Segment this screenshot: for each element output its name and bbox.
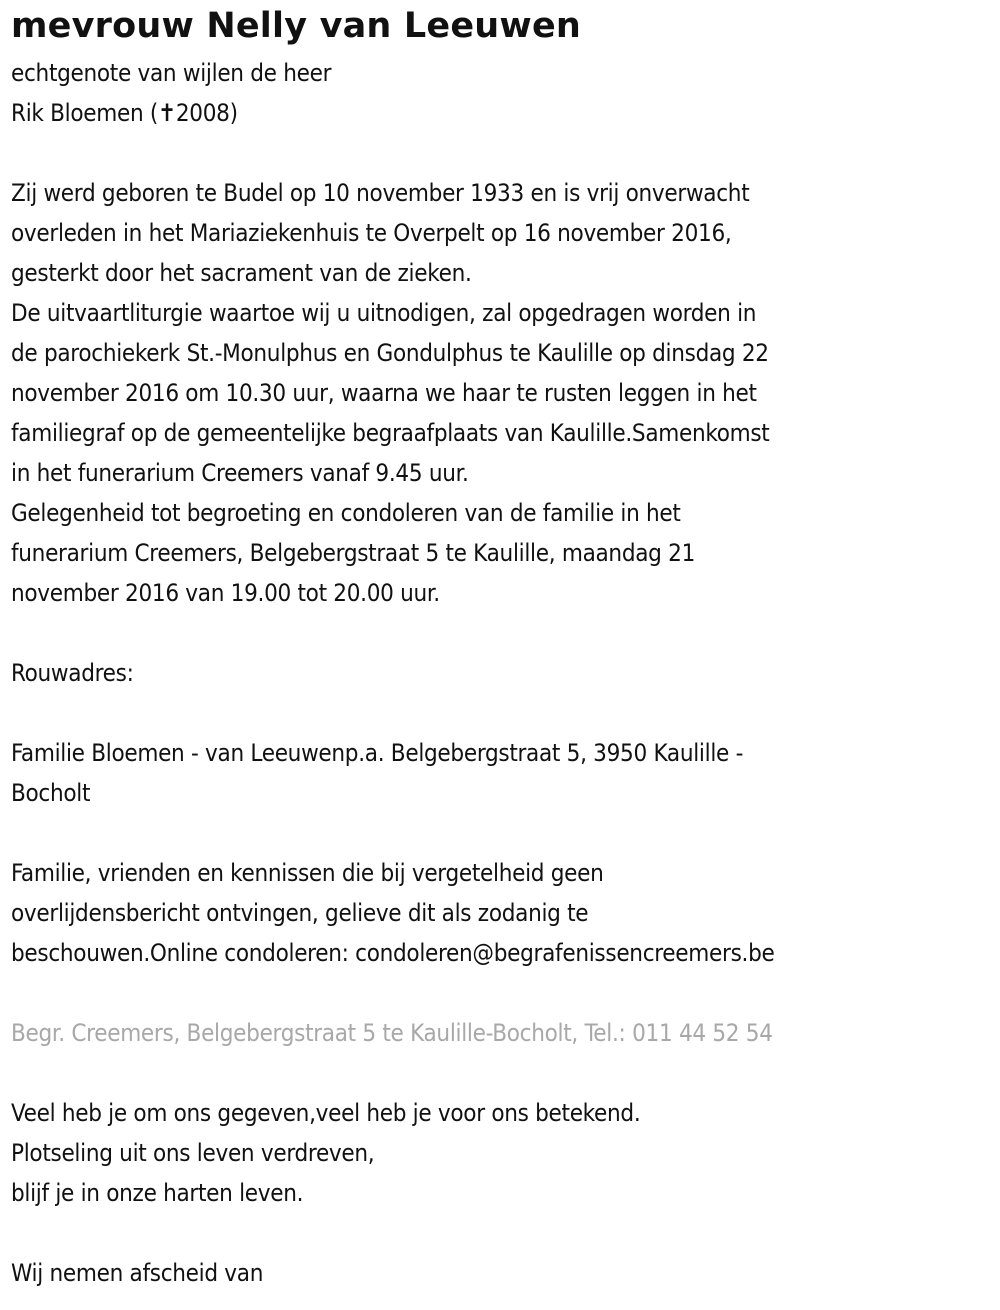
poem-line: blijf je in onze harten leven. <box>11 1179 304 1207</box>
address-label: Rouwadres: <box>11 659 134 687</box>
closing-line: Wij nemen afscheid van <box>11 1259 264 1287</box>
undertaker-info: Begr. Creemers, Belgebergstraat 5 te Kaulille-Bocholt, Tel.: 011 44 52 54 <box>11 1019 773 1047</box>
address-line: Bocholt <box>11 779 91 807</box>
details-line: funerarium Creemers, Belgebergstraat 5 te Kaulille, maandag 21 <box>11 539 695 567</box>
details-line: Gelegenheid tot begroeting en condoleren van de familie in het <box>11 499 681 527</box>
notice-line-with-email <box>11 933 775 973</box>
details-line: overleden in het Mariaziekenhuis te Overpelt op 16 november 2016, <box>11 219 732 247</box>
poem-line: Veel heb je om ons gegeven,veel heb je voor ons betekend. <box>11 1099 641 1127</box>
details-line: november 2016 van 19.00 tot 20.00 uur. <box>11 579 440 607</box>
details-line: familiegraf op de gemeentelijke begraafplaats van Kaulille.Samenkomst <box>11 419 770 447</box>
poem-line: Plotseling uit ons leven verdreven, <box>11 1139 375 1167</box>
condolence-email-link[interactable]: condoleren@begrafenissencreemers.be <box>355 939 775 967</box>
details-line: in het funerarium Creemers vanaf 9.45 uur. <box>11 459 469 487</box>
details-line: gesterkt door het sacrament van de zieken. <box>11 259 472 287</box>
details-line: Zij werd geboren te Budel op 10 november 1933 en is vrij onverwacht <box>11 179 750 207</box>
notice-line: overlijdensbericht ontvingen, gelieve dit als zodanig te <box>11 899 589 927</box>
details-line: november 2016 om 10.30 uur, waarna we haar te rusten leggen in het <box>11 379 757 407</box>
spouse-intro: echtgenote van wijlen de heer <box>11 59 332 87</box>
details-line: De uitvaartliturgie waartoe wij u uitnodigen, zal opgedragen worden in <box>11 299 757 327</box>
notice-line: Familie, vrienden en kennissen die bij vergetelheid geen <box>11 859 604 887</box>
notice-text: beschouwen.Online condoleren: <box>11 939 356 967</box>
spouse-name: Rik Bloemen (✝2008) <box>11 99 238 127</box>
details-line: de parochiekerk St.-Monulphus en Gondulphus te Kaulille op dinsdag 22 <box>11 339 769 367</box>
deceased-name-title: mevrouw Nelly van Leeuwen <box>11 6 582 46</box>
address-line: Familie Bloemen - van Leeuwenp.a. Belgebergstraat 5, 3950 Kaulille - <box>11 739 744 767</box>
